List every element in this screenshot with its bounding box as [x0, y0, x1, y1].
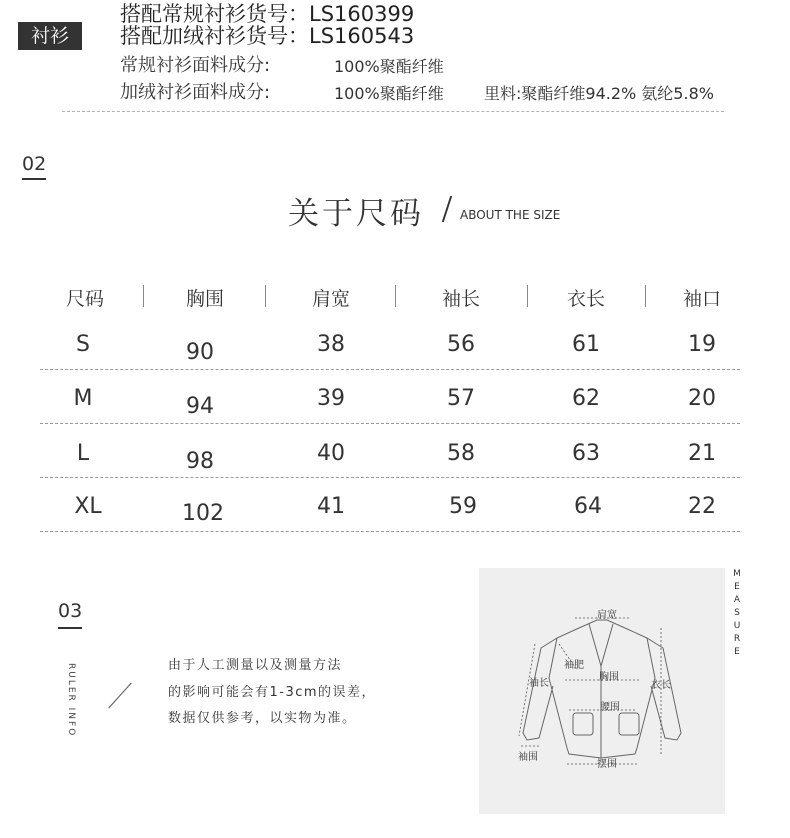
label-armhole: 袖肥 — [564, 660, 584, 671]
label-length: 衣长 — [651, 680, 671, 691]
cell-chest: 94 — [186, 394, 214, 419]
fleece-lining-value: 里料:聚酯纤维94.2% 氨纶5.8% — [484, 84, 714, 103]
cell-sleeve: 59 — [449, 494, 477, 519]
size-section-number: 02 — [22, 153, 47, 175]
cell-length: 63 — [572, 441, 600, 466]
regular-fabric-label: 常规衬衫面料成分: — [120, 55, 271, 76]
cell-shoulder: 39 — [317, 386, 345, 411]
note-line-1: 由于人工测量以及测量方法 — [168, 658, 343, 673]
cell-length: 61 — [572, 332, 600, 357]
note-line-2: 的影响可能会有1-3cm的误差， — [168, 685, 377, 700]
cell-shoulder: 38 — [317, 332, 345, 357]
label-waist: 腰围 — [600, 702, 620, 713]
header-chest: 胸围 — [185, 288, 224, 310]
cell-cuff: 21 — [688, 441, 716, 466]
label-shoulder: 肩宽 — [597, 610, 617, 621]
ruler-info-label: RULER INFO — [66, 663, 76, 738]
shirt-tag: 衬衫 — [18, 22, 82, 50]
row-separator — [40, 369, 740, 370]
fleece-fabric-value: 100%聚酯纤维 — [334, 84, 444, 103]
info-separator — [62, 111, 724, 112]
cell-size: M — [73, 386, 93, 411]
header-size: 尺码 — [65, 288, 104, 310]
row-separator — [40, 477, 740, 478]
header-divider — [265, 285, 266, 307]
measurement-diagram — [479, 568, 725, 814]
header-shoulder: 肩宽 — [311, 288, 350, 310]
cell-shoulder: 40 — [317, 441, 345, 466]
cell-chest: 102 — [182, 501, 224, 526]
fleece-fabric-label: 加绒衬衫面料成分: — [120, 82, 271, 103]
jacket-outline-icon — [479, 568, 725, 814]
header-divider — [645, 285, 646, 307]
size-title: 关于尺码 — [288, 196, 424, 232]
label-cuff: 袖围 — [518, 752, 538, 763]
label-sleeve: 袖长 — [529, 678, 549, 689]
cell-cuff: 19 — [688, 332, 716, 357]
regular-fabric-value: 100%聚酯纤维 — [334, 57, 444, 76]
cell-size: L — [76, 441, 90, 466]
header-divider — [527, 285, 528, 307]
diagonal-line — [108, 683, 131, 709]
header-length: 衣长 — [566, 288, 605, 310]
fleece-shirt-item-number: 搭配加绒衬衫货号：LS160543 — [120, 24, 415, 48]
cell-size: S — [76, 332, 90, 357]
cell-chest: 98 — [186, 449, 214, 474]
cell-length: 64 — [574, 494, 602, 519]
header-divider — [143, 285, 144, 307]
regular-shirt-item-number: 搭配常规衬衫货号：LS160399 — [120, 2, 415, 26]
label-chest: 胸围 — [599, 672, 619, 683]
cell-cuff: 22 — [688, 494, 716, 519]
row-separator — [40, 531, 740, 532]
cell-sleeve: 56 — [447, 332, 475, 357]
header-sleeve: 袖长 — [441, 288, 480, 310]
measure-letters: MEASURE — [733, 569, 741, 657]
cell-size: XL — [74, 494, 102, 519]
header-cuff: 袖口 — [682, 288, 721, 310]
measure-label — [730, 568, 744, 659]
label-hem: 摆围 — [597, 759, 617, 770]
title-slash — [442, 196, 452, 222]
size-section-underline — [22, 178, 46, 180]
cell-sleeve: 57 — [447, 386, 475, 411]
cell-length: 62 — [572, 386, 600, 411]
cell-shoulder: 41 — [317, 494, 345, 519]
note-line-3: 数据仅供参考，以实物为准。 — [168, 711, 357, 726]
ruler-section-underline — [58, 627, 82, 629]
row-separator — [40, 423, 740, 424]
cell-cuff: 20 — [688, 386, 716, 411]
ruler-section-number: 03 — [58, 600, 83, 622]
size-title-en: ABOUT THE SIZE — [460, 208, 561, 222]
cell-chest: 90 — [186, 340, 214, 365]
header-divider — [395, 285, 396, 307]
cell-sleeve: 58 — [447, 441, 475, 466]
